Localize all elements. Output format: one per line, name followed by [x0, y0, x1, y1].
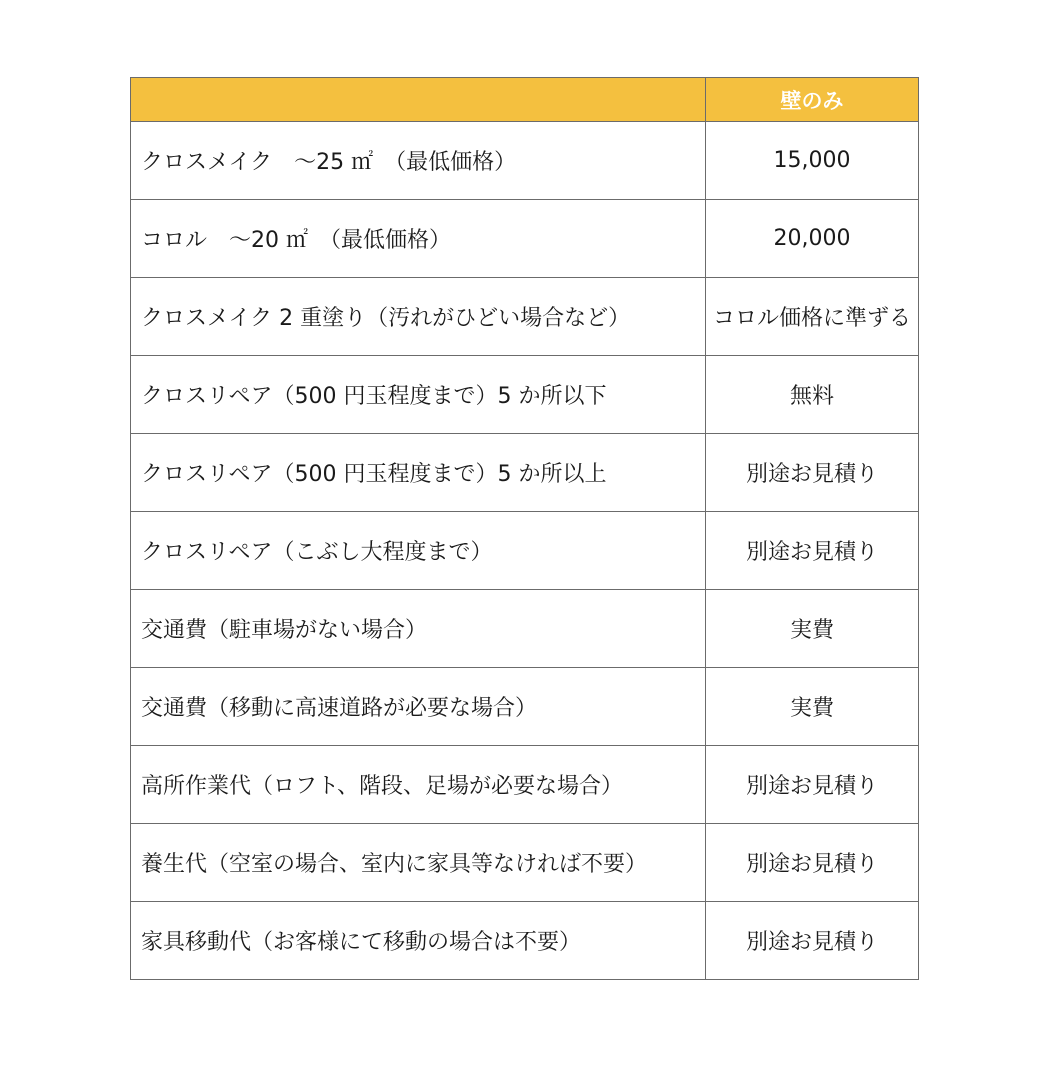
item-cell: 交通費（移動に高速道路が必要な場合）: [131, 668, 706, 746]
table-header-row: [131, 78, 919, 122]
item-cell: コロル ～20 ㎡ （最低価格）: [131, 200, 706, 278]
table-row: [131, 668, 919, 746]
price-cell: 別途お見積り: [706, 902, 919, 980]
header-item-cell: [131, 78, 706, 122]
price-cell: 実費: [706, 668, 919, 746]
item-cell: 高所作業代（ロフト、階段、足場が必要な場合）: [131, 746, 706, 824]
item-cell: クロスメイク ～25 ㎡ （最低価格）: [131, 122, 706, 200]
price-cell: 別途お見積り: [706, 434, 919, 512]
table-row: [131, 278, 919, 356]
item-cell: 養生代（空室の場合、室内に家具等なければ不要）: [131, 824, 706, 902]
item-cell: 交通費（駐車場がない場合）: [131, 590, 706, 668]
item-cell: クロスリペア（こぶし大程度まで）: [131, 512, 706, 590]
price-cell: 無料: [706, 356, 919, 434]
price-cell: 15,000: [706, 122, 919, 200]
item-cell: クロスリペア（500 円玉程度まで）5 か所以下: [131, 356, 706, 434]
table-row: [131, 512, 919, 590]
price-cell: 別途お見積り: [706, 512, 919, 590]
price-cell: 別途お見積り: [706, 824, 919, 902]
table-row: [131, 200, 919, 278]
table-row: [131, 356, 919, 434]
price-cell: 別途お見積り: [706, 746, 919, 824]
table-row: [131, 824, 919, 902]
price-cell: 20,000: [706, 200, 919, 278]
table-row: [131, 122, 919, 200]
table-row: [131, 902, 919, 980]
table-row: [131, 746, 919, 824]
table-row: [131, 590, 919, 668]
table-row: [131, 434, 919, 512]
price-table: [130, 77, 919, 980]
price-cell: 実費: [706, 590, 919, 668]
item-cell: クロスメイク 2 重塗り（汚れがひどい場合など）: [131, 278, 706, 356]
header-price-cell: 壁のみ: [706, 78, 919, 122]
item-cell: 家具移動代（お客様にて移動の場合は不要）: [131, 902, 706, 980]
item-cell: クロスリペア（500 円玉程度まで）5 か所以上: [131, 434, 706, 512]
price-cell: コロル価格に準ずる: [706, 278, 919, 356]
